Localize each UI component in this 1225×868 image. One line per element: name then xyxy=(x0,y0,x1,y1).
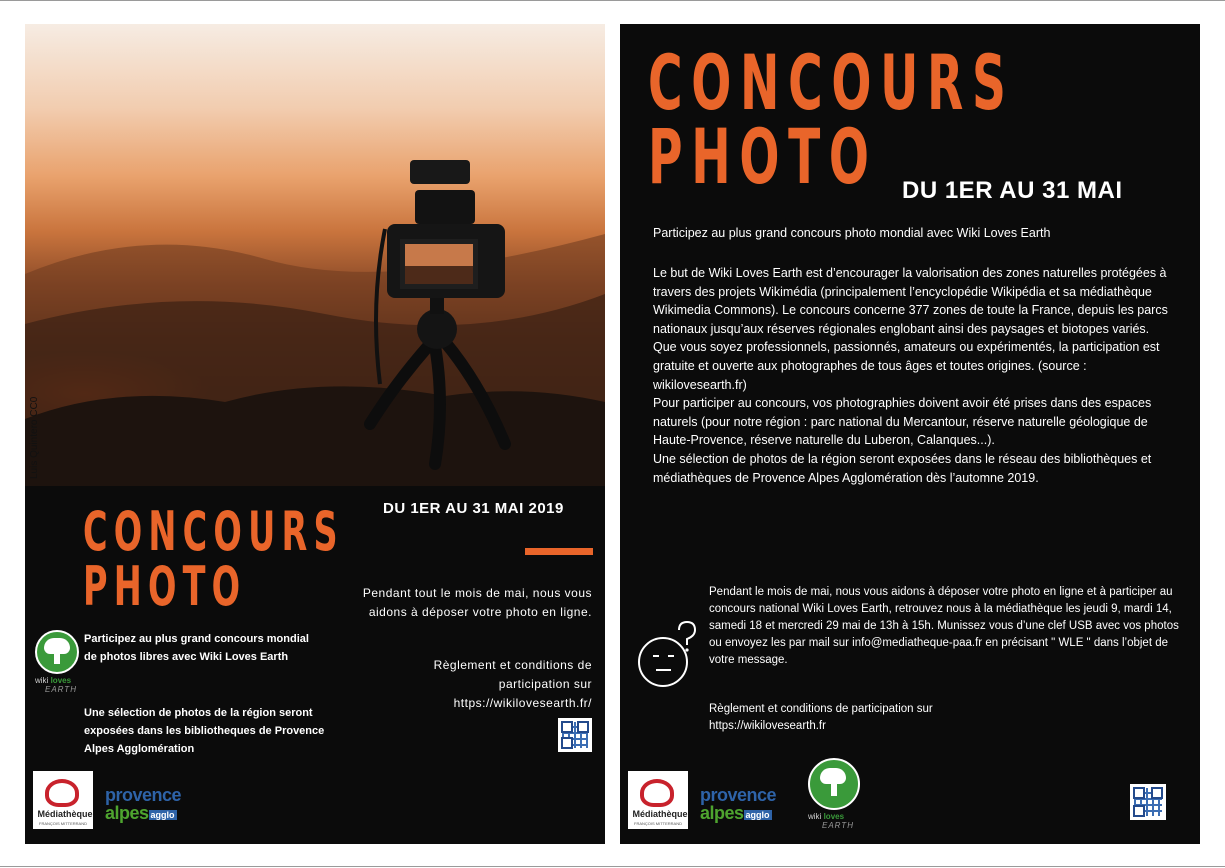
paragraph: Le but de Wiki Loves Earth est d’encourager la valorisation des zones naturelles protégées à travers des projets Wikimédia (principalement l’encyclopédie Wikipédia et sa médiathèque Wikimedia Commons). Le concours concerne 377 zones de toute la France, depuis les parcs nationaux jusqu’aux réserves régionales englobant ainsi des paysages et biotopes variés. xyxy=(653,266,1168,336)
tree-icon xyxy=(35,630,79,674)
right-title-line2: PHOTO xyxy=(648,112,878,201)
right-poster xyxy=(620,24,1200,844)
heart-book-icon xyxy=(45,779,79,807)
tree-icon xyxy=(808,758,860,810)
bottom-border xyxy=(0,866,1225,867)
wiki-loves-earth-logo: wiki loves EARTH xyxy=(35,630,79,694)
left-participate-text: Participez au plus grand concours mondial de photos libres avec Wiki Loves Earth xyxy=(84,633,309,663)
provence-alpes-agglo-logo: provence alpes agglo xyxy=(105,785,182,823)
right-title xyxy=(648,38,1200,201)
right-help-text: Pendant le mois de mai, nous vous aidons à déposer votre photo en ligne et à participer au concours national Wiki Loves Earth, retrouvez nous à la médiathèque les jeudi 9, mardi 14, samedi 18 et mercredi 29 mai de 13h à 15h. Munissez vous d’une clef USB avec vos photos ou envoyez les par mail sur info@mediatheque-paa.fr en précisant " WLE " dans l’objet de votre message. xyxy=(709,586,1179,666)
heart-book-icon xyxy=(640,779,674,807)
paragraph: Pour participer au concours, vos photographies doivent avoir été prises dans des espaces naturels (pour notre région : parc national du Mercantour, réserve naturelle géologique de Haute-Provence, réserve naturelle du Luberon, Calanques...). xyxy=(653,396,1152,448)
top-border xyxy=(0,0,1225,1)
rules-link: https://wikilovesearth.fr xyxy=(709,720,826,732)
rules-line: Règlement et conditions de participation sur xyxy=(709,703,933,715)
right-intro: Participez au plus grand concours photo mondial avec Wiki Loves Earth xyxy=(653,226,1051,240)
photo-credit: Luis Quintero CC0 xyxy=(29,396,40,479)
qr-code-icon xyxy=(1130,784,1166,820)
paragraph: Une sélection de photos de la région seront exposées dans le réseau des bibliothèques et médiathèques de Provence Alpes Agglomération dès l’automne 2019. xyxy=(653,451,1152,485)
left-date: DU 1ER AU 31 MAI 2019 xyxy=(383,500,564,517)
camera-sunset-photo xyxy=(25,24,605,486)
thinking-face-icon xyxy=(635,620,701,690)
right-rules xyxy=(709,701,1009,735)
left-title-line1: CONCOURS xyxy=(83,500,344,563)
accent-bar xyxy=(525,548,593,555)
right-description xyxy=(653,264,1178,487)
left-rules-text: Règlement et conditions de participation sur https://wikilovesearth.fr/ xyxy=(433,658,592,710)
mediatheque-logo: Médiathèque FRANÇOIS MITTERRAND xyxy=(33,771,93,829)
left-title-line2: PHOTO xyxy=(83,555,247,618)
right-title-line1: CONCOURS xyxy=(648,38,1015,127)
paragraph: Que vous soyez professionnels, passionnés, amateurs ou expérimentés, la participation est gratuite et ouverte aux photographes de tous âges et toutes origines. (source : wikilovesearth.fr) xyxy=(653,340,1160,392)
mediatheque-logo: Médiathèque FRANÇOIS MITTERRAND xyxy=(628,771,688,829)
left-selection-text: Une sélection de photos de la région seront exposées dans les bibliotheques de Provence Alpes Agglomération xyxy=(84,707,325,755)
left-poster xyxy=(25,24,605,844)
right-date: DU 1ER AU 31 MAI xyxy=(902,177,1123,204)
left-help-text: Pendant tout le mois de mai, nous vous aidons à déposer votre photo en ligne. xyxy=(362,586,592,619)
qr-code-icon xyxy=(558,718,592,752)
camera-illustration xyxy=(25,24,605,486)
wiki-loves-earth-logo: wiki loves EARTH xyxy=(808,758,860,830)
provence-alpes-agglo-logo: provence alpes agglo xyxy=(700,785,777,823)
